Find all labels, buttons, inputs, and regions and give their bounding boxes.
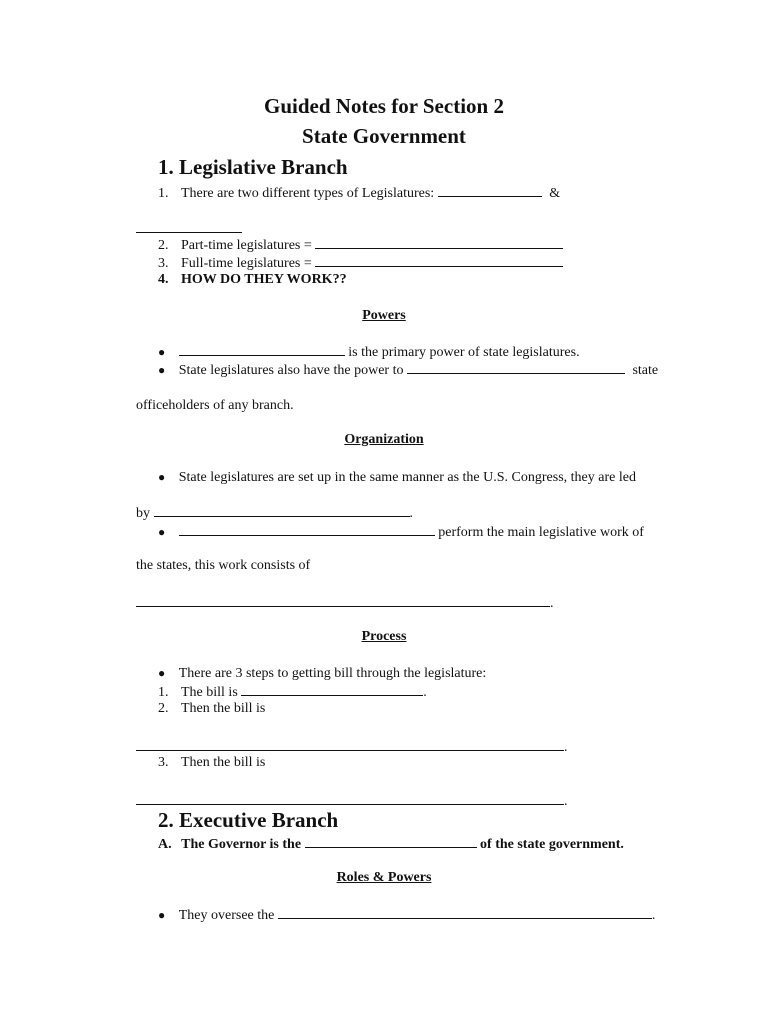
list-item xyxy=(158,236,563,254)
bullet-icon: ● xyxy=(158,666,166,680)
list-item xyxy=(158,254,563,272)
section-heading-executive: 2. Executive Branch xyxy=(158,808,339,832)
list-number: 2. xyxy=(158,701,169,716)
subheading-process: Process xyxy=(361,629,407,644)
bullet-text: perform the main legislative work of xyxy=(438,525,644,540)
bullet-item xyxy=(158,523,644,541)
bullet-icon: ● xyxy=(158,908,166,922)
list-text: Part-time legislatures = xyxy=(181,238,312,253)
bullet-text: State legislatures are set up in the same manner as the U.S. Congress, they are led xyxy=(178,470,636,485)
list-text: HOW DO THEY WORK?? xyxy=(181,272,347,287)
list-item xyxy=(158,272,347,288)
bullet-text: is the primary power of state legislatures. xyxy=(348,345,580,360)
blank-line xyxy=(154,504,410,517)
subheading-roles-powers: Roles & Powers xyxy=(336,870,432,885)
blank-line xyxy=(136,232,242,233)
bullet-text: They oversee the xyxy=(178,908,275,923)
page-title: Guided Notes for Section 2 xyxy=(264,94,504,118)
bullet-item xyxy=(158,665,486,682)
list-text: There are two different types of Legislatures: xyxy=(181,186,435,201)
list-number: 1. xyxy=(158,685,169,700)
list-letter: A. xyxy=(158,837,172,852)
subheading-powers: Powers xyxy=(362,308,406,323)
punctuation: . xyxy=(651,908,656,923)
punctuation: . xyxy=(564,740,568,755)
blank-line xyxy=(136,792,564,805)
bullet-icon: ● xyxy=(158,470,166,484)
page-subtitle: State Government xyxy=(302,124,466,148)
list-item xyxy=(158,755,265,771)
blank-line xyxy=(407,361,625,374)
blank-line xyxy=(278,906,652,919)
answer-line xyxy=(136,738,568,756)
continuation-text: the states, this work consists of xyxy=(136,558,311,573)
answer-line xyxy=(136,594,554,612)
list-item xyxy=(158,701,265,717)
bullet-text: State legislatures also have the power to xyxy=(178,363,404,378)
bullet-icon: ● xyxy=(158,525,166,539)
list-item xyxy=(158,184,560,202)
blank-line xyxy=(305,835,477,848)
blank-line xyxy=(315,236,563,249)
list-item xyxy=(158,835,624,853)
blank-line xyxy=(179,343,345,356)
list-text: The Governor is the xyxy=(181,837,302,852)
punctuation: . xyxy=(550,596,554,611)
bullet-item xyxy=(158,906,655,924)
list-text: Full-time legislatures = xyxy=(181,256,312,271)
section-heading-legislative: 1. Legislative Branch xyxy=(158,155,348,179)
punctuation: . xyxy=(423,685,427,700)
blank-line xyxy=(315,254,563,267)
blank-line xyxy=(179,523,435,536)
punctuation: . xyxy=(409,506,413,521)
subheading-organization: Organization xyxy=(344,432,424,447)
list-text: Then the bill is xyxy=(181,755,266,770)
bullet-icon: ● xyxy=(158,363,166,377)
list-number: 3. xyxy=(158,256,169,271)
blank-line xyxy=(136,594,550,607)
bullet-item xyxy=(158,469,636,486)
list-number: 1. xyxy=(158,186,169,201)
blank-line xyxy=(438,184,542,197)
bullet-icon: ● xyxy=(158,345,166,359)
list-number: 2. xyxy=(158,238,169,253)
list-text: Then the bill is xyxy=(181,701,266,716)
bullet-item xyxy=(158,343,580,361)
punctuation: . xyxy=(564,794,568,809)
blank-line xyxy=(136,738,564,751)
list-text: The bill is xyxy=(181,685,238,700)
blank-line xyxy=(241,683,423,696)
list-text: & xyxy=(549,186,561,201)
continuation-text xyxy=(136,504,413,522)
list-number: 4. xyxy=(158,272,169,287)
bullet-item xyxy=(158,361,658,379)
continuation-text: officeholders of any branch. xyxy=(136,398,294,413)
continuation-word: by xyxy=(136,506,150,521)
list-text: of the state government. xyxy=(480,837,624,852)
bullet-text: There are 3 steps to getting bill through the legislature: xyxy=(178,666,487,681)
list-item xyxy=(158,683,427,701)
list-number: 3. xyxy=(158,755,169,770)
bullet-text: state xyxy=(632,363,659,378)
